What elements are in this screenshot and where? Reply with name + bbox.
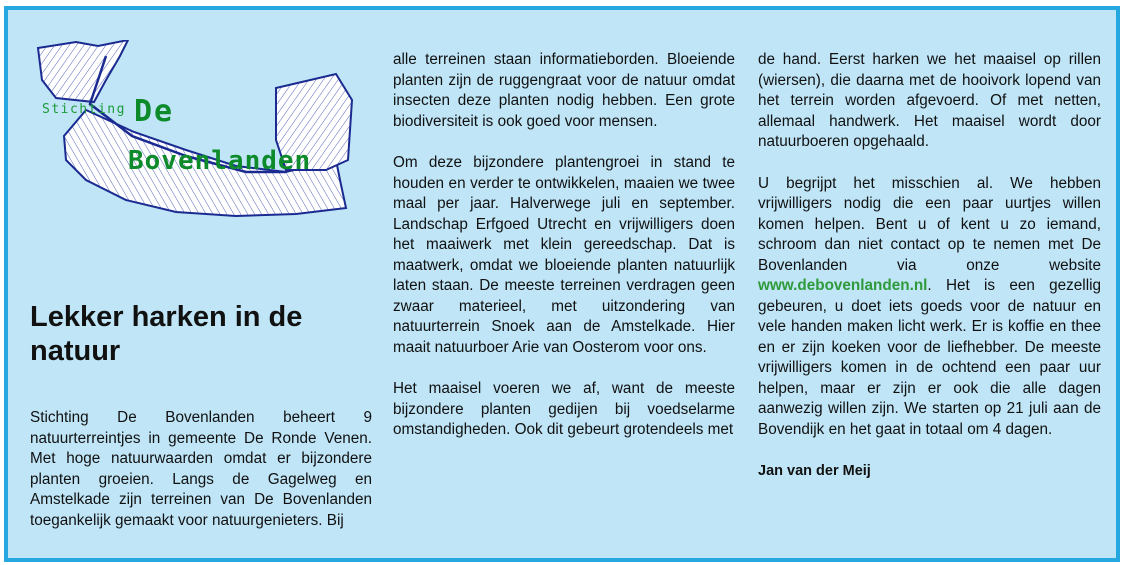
paragraph-maaien: Om deze bijzondere plantengroei in stand te houden en verder te ontwikkelen, maaien we twee maal per jaar. Halverwege juli en september. Landschap Erfgoed Utrecht en vrijwilligers doen het maaiwerk met klein gereedschap. Dat is maatwerk, omdat we bloeiende planten natuurlijk laten staan. De meeste terreinen verdragen geen zwaar materieel, met uitzondering van natuurterrein Snoek aan de Amstelkade. Hier maait natuurboer Arie van Oosterom voor ons.: [393, 154, 735, 356]
website-link[interactable]: www.debovenlanden.nl: [758, 277, 928, 294]
logo-de-text: De: [134, 94, 175, 129]
paragraph-vrijwilligers: [758, 174, 1101, 441]
logo-stichting-text: Stichting: [42, 102, 126, 117]
article-author: Jan van der Meij: [758, 463, 871, 479]
vrijwilligers-text-a: U begrijpt het misschien al. We hebben vrijwilligers nodig die een paar uurtjes willen komen helpen. Bent u of kent u zo iemand, schroom dan niet contact op te nemen met De Bovenlanden via onze website: [758, 174, 1101, 274]
logo-bovenlanden-text: Bovenlanden: [128, 146, 312, 176]
article-frame: [4, 6, 1120, 562]
article-column-2: [393, 50, 735, 441]
article-headline: Lekker harken in de natuur: [30, 301, 303, 367]
article-column-1: [30, 408, 372, 531]
bovenlanden-logo: [36, 40, 356, 220]
paragraph-maaisel: Het maaisel voeren we af, want de meeste bijzondere planten gedijen bij voedselarme omstandigheden. Ook dit gebeurt grotendeels met: [393, 380, 735, 438]
paragraph-info-borden: alle terreinen staan informatieborden. Bloeiende planten zijn de ruggengraat voor de natuur omdat insecten deze planten nodig hebben. Een grote biodiversiteit is ook goed voor mensen.: [393, 51, 735, 130]
paragraph-intro: Stichting De Bovenlanden beheert 9 natuurterreintjes in gemeente De Ronde Venen. Met hoge natuurwaarden omdat er bijzondere planten groeien. Langs de Gagelweg en Amstelkade zijn terreinen van De Bovenlanden toegankelijk gemaakt voor natuurgenieters. Bij: [30, 409, 372, 529]
vrijwilligers-text-b: . Het is een gezellig gebeuren, u doet iets goeds voor de natuur en vele handen maken licht werk. Er is koffie en thee en er zijn koeken voor de liefhebber. De meeste vrijwilligers komen in de ochtend een paar uur helpen, maar er zijn er ook die alle dagen aanwezig willen zijn. We starten op 21 juli aan de Bovendijk en het gaat in totaal om 4 dagen.: [758, 277, 1101, 438]
article-column-3: [758, 50, 1101, 482]
map-graphic: [36, 40, 356, 220]
paragraph-harken: de hand. Eerst harken we het maaisel op rillen (wiersen), die daarna met de hooivork lopend van het terrein worden afgevoerd. Of met netten, allemaal handwerk. Het maaisel wordt door natuurboeren opgehaald.: [758, 51, 1101, 150]
